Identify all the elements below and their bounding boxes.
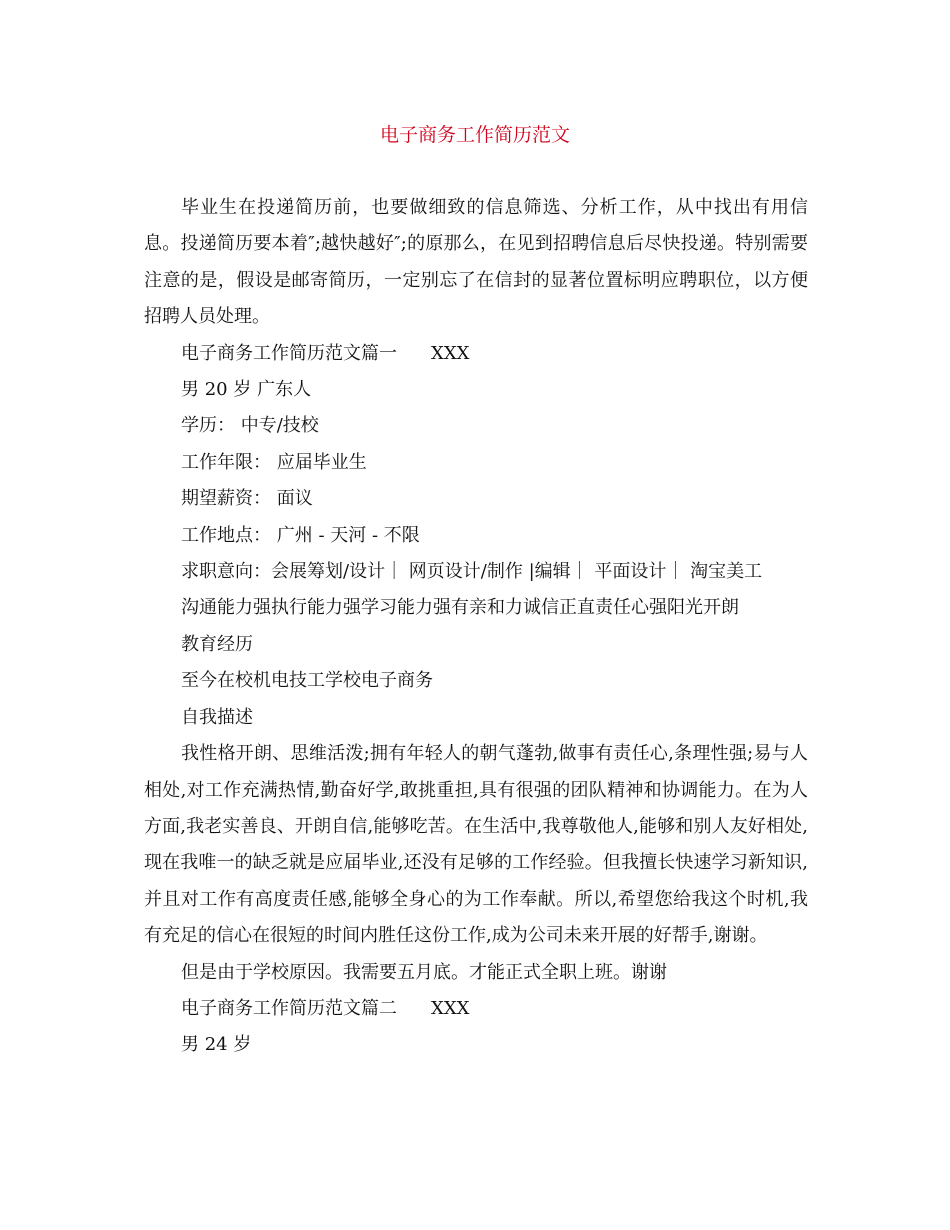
resume1-self-heading: 自我描述	[181, 706, 253, 728]
resume1-basic-info: 男 20 岁 广东人	[181, 379, 312, 401]
resume1-job-intention: 求职意向：会展筹划/设计｜ 网页设计/制作 |编辑｜ 平面设计｜ 淘宝美工	[181, 561, 763, 583]
resume1-heading-text: 电子商务工作简历范文篇一	[181, 342, 397, 364]
resume1-work-location: 工作地点： 广州 - 天河 - 不限	[181, 524, 420, 546]
resume1-name: XXX	[431, 342, 470, 364]
resume1-traits: 沟通能力强执行能力强学习能力强有亲和力诚信正直责任心强阳光开朗	[181, 597, 739, 619]
resume1-work-years: 工作年限： 应届毕业生	[181, 451, 367, 473]
resume1-self-description: 我性格开朗、思维活泼;拥有年轻人的朝气蓬勃,做事有责任心,条理性强;易与人相处,对工作充满热情,勤奋好学,敢挑重担,具有很强的团队精神和协调能力。在为人方面,我老实善良、开朗自信,能够吃苦。在生活中,我尊敬他人,能够和别人友好相处,现在我唯一的缺乏就是应届毕业,还没有足够的工作经验。但我擅长快速学习新知识,并且对工作有高度责任感,能够全身心的为工作奉献。所以,希望您给我这个时机,我有充足的信心在很短的时间内胜任这份工作,成为公司未来开展的好帮手,谢谢。	[144, 743, 808, 947]
resume1-expected-salary: 期望薪资： 面议	[181, 488, 313, 510]
intro-paragraph: 毕业生在投递简历前，也要做细致的信息筛选、分析工作，从中找出有用信息。投递简历要本着″;越快越好″;的原那么，在见到招聘信息后尽快投递。特别需要注意的是，假设是邮寄简历，一定别忘了在信封的显著位置标明应聘职位，以方便招聘人员处理。	[144, 197, 808, 328]
resume2-heading	[144, 991, 808, 1027]
resume1-education-level: 学历： 中专/技校	[181, 415, 319, 437]
resume1-education-heading: 教育经历	[181, 633, 253, 655]
resume2-basic-info: 男 24 岁	[181, 1034, 252, 1056]
resume1-note: 但是由于学校原因。我需要五月底。才能正式全职上班。谢谢	[181, 961, 667, 983]
resume1-education-detail: 至今在校机电技工学校电子商务	[181, 670, 433, 692]
resume1-heading	[144, 336, 808, 372]
document-body	[144, 190, 808, 1064]
resume2-name: XXX	[431, 997, 470, 1019]
resume2-heading-text: 电子商务工作简历范文篇二	[181, 997, 397, 1019]
document-title: 电子商务工作简历范文	[379, 124, 570, 146]
